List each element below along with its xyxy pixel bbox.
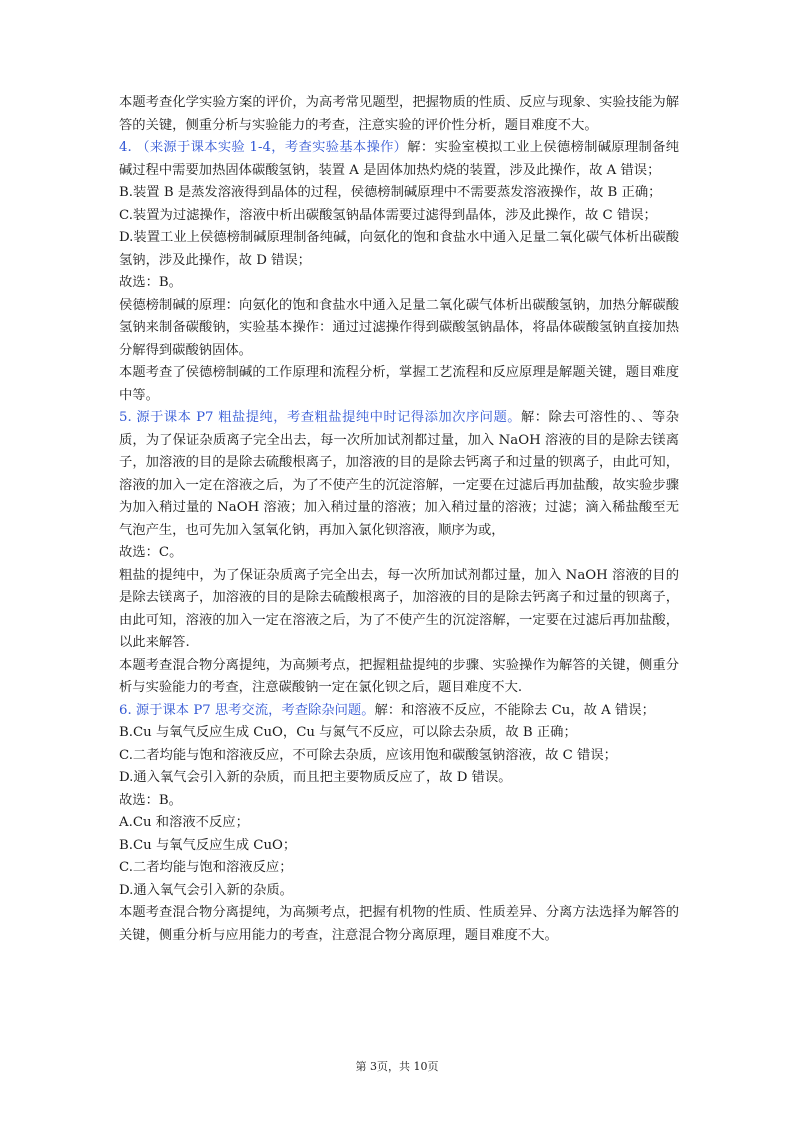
question-5-answer: 5. 源于课本 P7 粗盐提纯，考查粗盐提纯中时记得添加次序问题。解：除去可溶性的、、等杂质，为了保证杂质离子完全出去，每一次所加试剂都过量，加入 NaOH 溶液的目的是除去镁离子，加溶液的目的是除去硫酸根离子，加溶液的目的是除去钙离子和过量的钡离子，由此可知，溶液的加入一定在溶液之后，为了不使产生的沉淀溶解，一定要在过滤后再加盐酸，故实验步骤为加入稍过量的 NaOH 溶液；加入稍过量的溶液；加入稍过量的溶液；过滤；滴入稀盐酸至无气泡产生，也可先加入氢氧化钠，再加入氯化钡溶液，顺序为或， xyxy=(119,410,679,538)
analysis-item: D.通入氧气会引入新的杂质。 xyxy=(119,882,293,898)
question-6-heading: 6. 源于课本 P7 思考交流，考查除杂问题。 xyxy=(119,702,375,718)
answer-choice: 故选：B。 xyxy=(119,275,182,290)
comment-paragraph: 本题考查混合物分离提纯，为高频考点，把握粗盐提纯的步骤、实验操作为解答的关键，侧重分析与实验能力的考查，注意碳酸钠一定在氯化钡之后，题目难度不大. xyxy=(119,657,679,695)
analysis-paragraph: 粗盐的提纯中，为了保证杂质离子完全出去，每一次所加试剂都过量，加入 NaOH 溶液的目的是除去镁离子，加溶液的目的是除去硫酸根离子，加溶液的目的是除去钙离子和过量的钡离子，由此可知，溶液的加入一定在溶液之后，为了不使产生的沉淀溶解，一定要在过滤后再加盐酸，以此来解答. xyxy=(119,567,679,650)
answer-choice: 故选：B。 xyxy=(119,792,182,808)
question-5-heading: 5. 源于课本 P7 粗盐提纯，考查粗盐提纯中时记得添加次序问题。 xyxy=(119,410,521,425)
page-footer: 第 3页，共 10页 xyxy=(355,1060,439,1073)
comment-paragraph: 本题考查混合物分离提纯，为高频考点，把握有机物的性质、性质差异、分离方法选择为解答的关键，侧重分析与应用能力的考查，注意混合物分离原理，题目难度不大。 xyxy=(119,905,679,943)
paragraph: D.通入氧气会引入新的杂质，而且把主要物质反应了，故 D 错误。 xyxy=(119,770,512,785)
analysis-paragraph: 侯德榜制碱的原理：向氨化的饱和食盐水中通入足量二氧化碳气体析出碳酸氢钠，加热分解碳酸氢钠来制备碳酸钠，实验基本操作：通过过滤操作得到碳酸氢钠晶体，将晶体碳酸氢钠直接加热分解得到碳酸钠固体。 xyxy=(119,297,679,358)
analysis-item: A.Cu 和溶液不反应； xyxy=(119,815,249,830)
paragraph: 本题考查化学实验方案的评价，为高考常见题型，把握物质的性质、反应与现象、实验技能为解答的关键，侧重分析与实验能力的考查，注意实验的评价性分析，题目难度不大。 xyxy=(119,95,679,133)
comment-paragraph: 本题考查了侯德榜制碱的工作原理和流程分析，掌握工艺流程和反应原理是解题关键，题目难度中等。 xyxy=(119,365,679,403)
paragraph: C.二者均能与饱和溶液反应，不可除去杂质，应该用饱和碳酸氢钠溶液，故 C 错误； xyxy=(119,747,617,763)
analysis-item: B.Cu 与氧气反应生成 CuO； xyxy=(119,837,297,853)
answer-content xyxy=(119,92,679,947)
paragraph: B.装置 B 是蒸发溶液得到晶体的过程，侯德榜制碱原理中不需要蒸发溶液操作，故 B 正确； xyxy=(119,185,662,200)
answer-choice: 故选：C。 xyxy=(119,545,183,560)
paragraph: C.装置为过滤操作，溶液中析出碳酸氢钠晶体需要过滤得到晶体，涉及此操作，故 C 错误； xyxy=(119,207,657,223)
analysis-item: C.二者均能与饱和溶液反应； xyxy=(119,860,293,875)
question-4-heading: 4. （来源于课本实验 1-4，考查实验基本操作） xyxy=(119,140,408,155)
paragraph: B.Cu 与氧气反应生成 CuO，Cu 与氮气不反应，可以除去杂质，故 B 正确； xyxy=(119,725,577,740)
question-6-answer: 6. 源于课本 P7 思考交流，考查除杂问题。解：和溶液不反应，不能除去 Cu，故 A 错误； xyxy=(119,702,655,718)
paragraph: D.装置工业上侯德榜制碱原理制备纯碱，向氨化的饱和食盐水中通入足量二氧化碳气体析出碳酸氢钠，涉及此操作，故 D 错误； xyxy=(119,230,679,268)
question-4-answer: 4. （来源于课本实验 1-4，考查实验基本操作）解：实验室模拟工业上侯德榜制碱原理制备纯碱过程中需要加热固体碳酸氢钠，装置 A 是固体加热灼烧的装置，涉及此操作，故 A 错误； xyxy=(119,140,679,178)
